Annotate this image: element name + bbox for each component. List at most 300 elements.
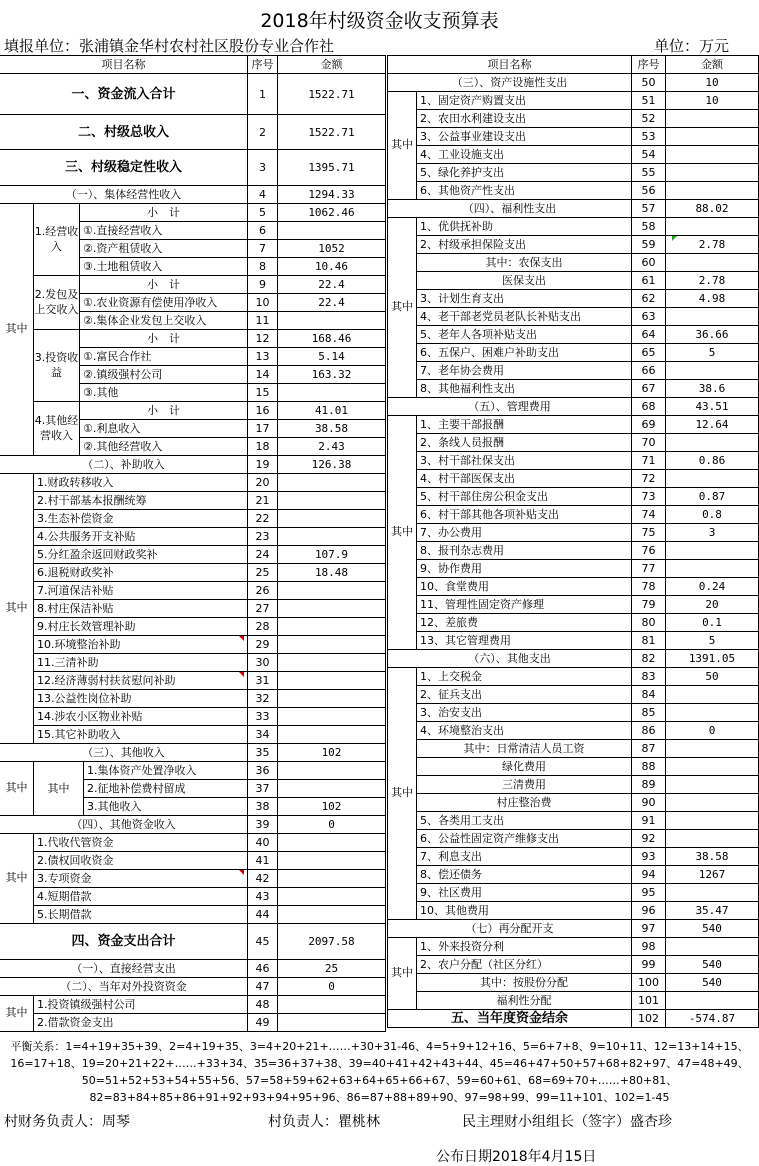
row-seq: 92 xyxy=(631,829,666,848)
row-amount xyxy=(277,635,386,654)
row-seq: 20 xyxy=(247,473,278,492)
row-label: 3.生态补偿资金 xyxy=(33,509,248,528)
row-seq: 101 xyxy=(631,991,666,1010)
row-amount xyxy=(665,775,759,794)
row-amount: 10 xyxy=(665,91,759,110)
row-seq: 84 xyxy=(631,685,666,704)
row-seq: 67 xyxy=(631,379,666,398)
row-label: （二）、补助收入 xyxy=(0,455,248,474)
section-row-label: （六）、其他支出 xyxy=(387,649,632,668)
balance-line: 16=17+18、19=20+21+22+……+33+34、35=36+37+38、39=40+41+42+43+44、45=46+47+50+57+68+82+97、47=48+49、 xyxy=(10,1057,749,1070)
row-amount: 38.58 xyxy=(665,847,759,866)
page-title: 2018年村级资金收支预算表 xyxy=(260,10,499,32)
row-amount: 4.98 xyxy=(665,289,759,308)
row-seq: 56 xyxy=(631,181,666,200)
row-amount: 0.87 xyxy=(665,487,759,506)
row-label: 5、各类用工支出 xyxy=(416,811,632,830)
qizhong-label: 其中 xyxy=(0,473,34,744)
balance-line: 82=83+84+85+86+91+92+93+94+95+96、86=87+88+89+90、97=98+99、99=11+101、102=1-45 xyxy=(89,1091,670,1104)
row-label: 1、优供抚补助 xyxy=(416,217,632,236)
row-seq: 33 xyxy=(247,707,278,726)
row-seq: 46 xyxy=(247,959,278,978)
row-seq: 59 xyxy=(631,235,666,254)
row-label: 3.专项资金 xyxy=(33,869,248,888)
row-label: 1.投资镇级强村公司 xyxy=(33,995,248,1014)
qizhong-label: 其中 xyxy=(0,995,34,1032)
row-label: ①.农业资源有偿使用净收入 xyxy=(79,293,248,312)
row-seq: 90 xyxy=(631,793,666,812)
subtotal-label: 小 计 xyxy=(79,203,248,222)
row-label: 10.环境整治补助 xyxy=(33,635,248,654)
row-seq: 94 xyxy=(631,865,666,884)
row-seq: 7 xyxy=(247,239,278,258)
row-seq: 31 xyxy=(247,671,278,690)
row-amount: 1062.46 xyxy=(277,203,386,222)
row-seq: 81 xyxy=(631,631,666,650)
subtotal-label: 小 计 xyxy=(79,329,248,348)
row-amount xyxy=(277,491,386,510)
row-amount xyxy=(277,509,386,528)
row-label: 4、环境整治支出 xyxy=(416,721,632,740)
row-seq: 5 xyxy=(247,203,278,222)
row-label: 1.代收代管资金 xyxy=(33,833,248,852)
qizhong-label: 其中 xyxy=(387,217,417,398)
row-amount xyxy=(277,833,386,852)
row-seq: 36 xyxy=(247,761,278,780)
row-label: 三清费用 xyxy=(416,775,632,794)
row-label: 11、管理性固定资产修理 xyxy=(416,595,632,614)
row-amount: 1395.71 xyxy=(277,149,386,186)
row-label: 2.村干部基本报酬统筹 xyxy=(33,491,248,510)
group-label: 4.其他经营收入 xyxy=(33,401,80,456)
row-amount: 22.4 xyxy=(277,293,386,312)
group-label: 1.经营收入 xyxy=(33,203,80,276)
row-label: 4.短期借款 xyxy=(33,887,248,906)
row-seq: 32 xyxy=(247,689,278,708)
row-label: 3.其他收入 xyxy=(83,797,248,816)
row-seq: 74 xyxy=(631,505,666,524)
row-label: 2.借款资金支出 xyxy=(33,1013,248,1032)
row-seq: 86 xyxy=(631,721,666,740)
row-seq: 40 xyxy=(247,833,278,852)
row-label: 2.征地补偿费村留成 xyxy=(83,779,248,798)
row-amount: 2.43 xyxy=(277,437,386,456)
row-amount xyxy=(277,311,386,330)
row-label: 2、村级承担保险支出 xyxy=(416,235,632,254)
row-seq: 79 xyxy=(631,595,666,614)
row-amount xyxy=(665,433,759,452)
column-header-seq: 序号 xyxy=(247,55,278,74)
section-row-label: （五）、管理费用 xyxy=(387,397,632,416)
column-header-amount: 金额 xyxy=(665,55,759,74)
row-seq: 35 xyxy=(247,743,278,762)
row-label: 3、公益事业建设支出 xyxy=(416,127,632,146)
row-amount: 1522.71 xyxy=(277,114,386,150)
row-amount: 2.78 xyxy=(665,235,759,254)
row-amount: 88.02 xyxy=(665,199,759,218)
group-label: 其中 xyxy=(33,761,84,816)
row-amount xyxy=(665,127,759,146)
row-seq: 82 xyxy=(631,649,666,668)
row-amount: 0.24 xyxy=(665,577,759,596)
row-seq: 21 xyxy=(247,491,278,510)
row-seq: 53 xyxy=(631,127,666,146)
row-seq: 96 xyxy=(631,901,666,920)
row-amount xyxy=(277,689,386,708)
row-seq: 70 xyxy=(631,433,666,452)
row-amount xyxy=(277,725,386,744)
row-seq: 51 xyxy=(631,91,666,110)
row-seq: 41 xyxy=(247,851,278,870)
row-amount xyxy=(277,869,386,888)
row-label: 1、固定资产购置支出 xyxy=(416,91,632,110)
row-seq: 66 xyxy=(631,361,666,380)
row-seq: 55 xyxy=(631,163,666,182)
column-header-amount: 金额 xyxy=(277,55,386,74)
row-amount: 38.58 xyxy=(277,419,386,438)
row-label: ②.资产租赁收入 xyxy=(79,239,248,258)
row-seq: 89 xyxy=(631,775,666,794)
row-amount: 168.46 xyxy=(277,329,386,348)
row-label: 4、村干部医保支出 xyxy=(416,469,632,488)
row-amount xyxy=(277,383,386,402)
summary-row-label: 一、资金流入合计 xyxy=(0,73,248,115)
row-amount xyxy=(277,617,386,636)
row-label: 5、绿化养护支出 xyxy=(416,163,632,182)
row-label: 11.三清补助 xyxy=(33,653,248,672)
row-seq: 58 xyxy=(631,217,666,236)
row-amount: 0.86 xyxy=(665,451,759,470)
row-amount: 102 xyxy=(277,743,386,762)
row-seq: 62 xyxy=(631,289,666,308)
row-label: （四）、其他资金收入 xyxy=(0,815,248,834)
row-amount: 102 xyxy=(277,797,386,816)
row-amount: 3 xyxy=(665,523,759,542)
row-label: 1、主要干部报酬 xyxy=(416,415,632,434)
row-seq: 26 xyxy=(247,581,278,600)
row-amount: 1294.33 xyxy=(277,185,386,204)
row-seq: 68 xyxy=(631,397,666,416)
row-amount: 0 xyxy=(277,977,386,996)
summary-row-label: 三、村级稳定性收入 xyxy=(0,149,248,186)
qizhong-label: 其中 xyxy=(0,203,34,456)
row-amount xyxy=(277,527,386,546)
row-label: 绿化费用 xyxy=(416,757,632,776)
row-amount: 107.9 xyxy=(277,545,386,564)
row-amount: 540 xyxy=(665,973,759,992)
row-label: 6、五保户、困难户补助支出 xyxy=(416,343,632,362)
row-label: 7、办公费用 xyxy=(416,523,632,542)
row-seq: 45 xyxy=(247,923,278,960)
qizhong-label: 其中 xyxy=(0,761,34,816)
subtotal-label: 小 计 xyxy=(79,275,248,294)
row-amount: 50 xyxy=(665,667,759,686)
row-seq: 78 xyxy=(631,577,666,596)
row-amount xyxy=(665,307,759,326)
row-amount: 25 xyxy=(277,959,386,978)
reporting-unit: 填报单位：张浦镇金华村农村社区股份专业合作社 xyxy=(4,37,335,55)
section-row-label: （三）、资产设施性支出 xyxy=(387,73,632,92)
row-seq: 91 xyxy=(631,811,666,830)
row-label: 7、老年协会费用 xyxy=(416,361,632,380)
row-seq: 3 xyxy=(247,149,278,186)
row-label: ①.富民合作社 xyxy=(79,347,248,366)
row-amount xyxy=(277,707,386,726)
row-label: 2.债权回收资金 xyxy=(33,851,248,870)
row-seq: 87 xyxy=(631,739,666,758)
row-amount: 5 xyxy=(665,631,759,650)
comment-marker xyxy=(239,672,244,677)
group-label: 3.投资收益 xyxy=(33,329,80,402)
row-amount: 2.78 xyxy=(665,271,759,290)
row-label: 9.村庄长效管理补助 xyxy=(33,617,248,636)
row-amount xyxy=(277,995,386,1014)
row-label: 3、治安支出 xyxy=(416,703,632,722)
row-amount: 0.1 xyxy=(665,613,759,632)
row-amount: 126.38 xyxy=(277,455,386,474)
row-seq: 34 xyxy=(247,725,278,744)
balance-line: 平衡关系：1=4+19+35+39、2=4+19+35、3=4+20+21+……+30+31-46、4=5+9+12+16、5=6+7+8、9=10+11、12=13+14+15、 xyxy=(10,1040,749,1053)
row-seq: 6 xyxy=(247,221,278,240)
row-seq: 4 xyxy=(247,185,278,204)
row-seq: 28 xyxy=(247,617,278,636)
row-label: ②.集体企业发包上交收入 xyxy=(79,311,248,330)
row-amount xyxy=(665,739,759,758)
row-label: （三）、其他收入 xyxy=(0,743,248,762)
qizhong-label: 其中 xyxy=(387,937,417,1010)
row-label: 10、食堂费用 xyxy=(416,577,632,596)
row-seq: 57 xyxy=(631,199,666,218)
row-amount xyxy=(665,829,759,848)
finance-officer: 村财务负责人：周琴 xyxy=(4,1114,130,1130)
row-seq: 83 xyxy=(631,667,666,686)
row-seq: 61 xyxy=(631,271,666,290)
row-amount: 22.4 xyxy=(277,275,386,294)
row-amount: 1052 xyxy=(277,239,386,258)
summary-row-label: 五、当年度资金结余 xyxy=(387,1009,632,1028)
row-label: 4、老干部老党员老队长补贴支出 xyxy=(416,307,632,326)
row-amount: 163.32 xyxy=(277,365,386,384)
comment-marker xyxy=(239,636,244,641)
row-seq: 65 xyxy=(631,343,666,362)
row-label: 2、农田水利建设支出 xyxy=(416,109,632,128)
row-label: 医保支出 xyxy=(416,271,632,290)
row-seq: 50 xyxy=(631,73,666,92)
currency-unit: 单位：万元 xyxy=(654,37,730,55)
row-amount: 43.51 xyxy=(665,397,759,416)
row-label: 1、上交税金 xyxy=(416,667,632,686)
row-label: （二）、当年对外投资资金 xyxy=(0,977,248,996)
row-seq: 30 xyxy=(247,653,278,672)
row-seq: 37 xyxy=(247,779,278,798)
row-label: （一）、集体经营性收入 xyxy=(0,185,248,204)
row-label: 8、报刊杂志费用 xyxy=(416,541,632,560)
row-seq: 9 xyxy=(247,275,278,294)
row-seq: 38 xyxy=(247,797,278,816)
row-label: 9、协作费用 xyxy=(416,559,632,578)
row-label: 1.集体资产处置净收入 xyxy=(83,761,248,780)
row-amount xyxy=(665,811,759,830)
row-amount xyxy=(665,937,759,956)
row-amount xyxy=(665,217,759,236)
column-header-seq: 序号 xyxy=(631,55,666,74)
row-label: 5、村干部住房公积金支出 xyxy=(416,487,632,506)
row-amount: 12.64 xyxy=(665,415,759,434)
row-amount xyxy=(665,703,759,722)
row-label: ②.镇级强村公司 xyxy=(79,365,248,384)
row-seq: 60 xyxy=(631,253,666,272)
row-label: 12、差旅费 xyxy=(416,613,632,632)
row-seq: 99 xyxy=(631,955,666,974)
row-label: 6、其他资产性支出 xyxy=(416,181,632,200)
row-label: （一）、直接经营支出 xyxy=(0,959,248,978)
row-label: 13.公益性岗位补助 xyxy=(33,689,248,708)
row-seq: 71 xyxy=(631,451,666,470)
row-amount: 20 xyxy=(665,595,759,614)
row-seq: 98 xyxy=(631,937,666,956)
row-label: 8.村庄保洁补贴 xyxy=(33,599,248,618)
row-seq: 24 xyxy=(247,545,278,564)
row-seq: 54 xyxy=(631,145,666,164)
section-row-label: （四）、福利性支出 xyxy=(387,199,632,218)
row-seq: 14 xyxy=(247,365,278,384)
row-amount: -574.87 xyxy=(665,1009,759,1028)
row-seq: 97 xyxy=(631,919,666,938)
row-amount: 38.6 xyxy=(665,379,759,398)
row-seq: 13 xyxy=(247,347,278,366)
row-amount: 0.8 xyxy=(665,505,759,524)
row-amount: 10.46 xyxy=(277,257,386,276)
row-amount xyxy=(277,1013,386,1032)
row-label: 村庄整治费 xyxy=(416,793,632,812)
qizhong-label: 其中 xyxy=(387,415,417,650)
row-label: 10、其他费用 xyxy=(416,901,632,920)
row-seq: 12 xyxy=(247,329,278,348)
qizhong-label: 其中 xyxy=(387,667,417,920)
row-label: 12.经济薄弱村扶贫慰问补助 xyxy=(33,671,248,690)
row-seq: 85 xyxy=(631,703,666,722)
row-amount: 0 xyxy=(277,815,386,834)
row-seq: 102 xyxy=(631,1009,666,1028)
row-label: 2、条线人员报酬 xyxy=(416,433,632,452)
group-label: 2.发包及上交收入 xyxy=(33,275,80,330)
row-amount: 540 xyxy=(665,955,759,974)
row-label: 7.河道保洁补贴 xyxy=(33,581,248,600)
row-amount xyxy=(277,905,386,924)
row-label: 13、其它管理费用 xyxy=(416,631,632,650)
row-label: 1.财政转移收入 xyxy=(33,473,248,492)
row-seq: 93 xyxy=(631,847,666,866)
row-label: ①.利息收入 xyxy=(79,419,248,438)
summary-row-label: 四、资金支出合计 xyxy=(0,923,248,960)
qizhong-label: 其中 xyxy=(0,833,34,924)
row-amount xyxy=(665,757,759,776)
subtotal-label: 小 计 xyxy=(79,401,248,420)
row-seq: 19 xyxy=(247,455,278,474)
row-amount: 1522.71 xyxy=(277,73,386,115)
comment-marker xyxy=(672,236,677,241)
row-label: 14.涉农小区物业补贴 xyxy=(33,707,248,726)
row-amount xyxy=(277,851,386,870)
row-seq: 27 xyxy=(247,599,278,618)
row-amount: 5 xyxy=(665,343,759,362)
row-seq: 52 xyxy=(631,109,666,128)
row-amount: 0 xyxy=(665,721,759,740)
row-seq: 48 xyxy=(247,995,278,1014)
row-seq: 2 xyxy=(247,114,278,150)
row-amount xyxy=(665,469,759,488)
row-seq: 80 xyxy=(631,613,666,632)
row-label: 15.其它补助收入 xyxy=(33,725,248,744)
row-seq: 10 xyxy=(247,293,278,312)
row-label: 其中：农保支出 xyxy=(416,253,632,272)
row-label: 2、征兵支出 xyxy=(416,685,632,704)
row-amount xyxy=(277,653,386,672)
row-seq: 88 xyxy=(631,757,666,776)
row-amount: 540 xyxy=(665,919,759,938)
row-seq: 8 xyxy=(247,257,278,276)
row-seq: 22 xyxy=(247,509,278,528)
row-seq: 64 xyxy=(631,325,666,344)
row-seq: 100 xyxy=(631,973,666,992)
row-amount xyxy=(665,793,759,812)
row-amount xyxy=(277,761,386,780)
row-label: 3、村干部社保支出 xyxy=(416,451,632,470)
row-seq: 95 xyxy=(631,883,666,902)
row-label: 8、偿还债务 xyxy=(416,865,632,884)
row-seq: 23 xyxy=(247,527,278,546)
row-label: 其中：日常清洁人员工资 xyxy=(416,739,632,758)
balance-line: 50=51+52+53+54+55+56、57=58+59+62+63+64+65+66+67、59=60+61、68=69+70+……+80+81、 xyxy=(81,1074,678,1087)
section-row-label: （七）再分配开支 xyxy=(387,919,632,938)
row-seq: 17 xyxy=(247,419,278,438)
row-seq: 77 xyxy=(631,559,666,578)
row-label: 2、农户分配（社区分红） xyxy=(416,955,632,974)
row-seq: 39 xyxy=(247,815,278,834)
row-label: 8、其他福利性支出 xyxy=(416,379,632,398)
row-amount xyxy=(665,181,759,200)
finance-group-leader: 民主理财小组组长（签字）盛杏珍 xyxy=(462,1114,672,1130)
column-header-name: 项目名称 xyxy=(0,55,248,74)
row-seq: 29 xyxy=(247,635,278,654)
row-label: 6.退税财政奖补 xyxy=(33,563,248,582)
row-label: ①.直接经营收入 xyxy=(79,221,248,240)
row-amount xyxy=(665,541,759,560)
row-label: 3、计划生育支出 xyxy=(416,289,632,308)
row-label: 4、工业设施支出 xyxy=(416,145,632,164)
row-seq: 75 xyxy=(631,523,666,542)
row-amount xyxy=(277,887,386,906)
row-seq: 72 xyxy=(631,469,666,488)
row-seq: 49 xyxy=(247,1013,278,1032)
row-label: ③.其他 xyxy=(79,383,248,402)
row-seq: 47 xyxy=(247,977,278,996)
comment-marker xyxy=(239,870,244,875)
row-amount: 2097.58 xyxy=(277,923,386,960)
row-label: 6、公益性固定资产维修支出 xyxy=(416,829,632,848)
row-label: ③.土地租赁收入 xyxy=(79,257,248,276)
row-amount: 1267 xyxy=(665,865,759,884)
row-seq: 1 xyxy=(247,73,278,115)
row-amount xyxy=(277,671,386,690)
row-seq: 25 xyxy=(247,563,278,582)
row-seq: 63 xyxy=(631,307,666,326)
row-seq: 16 xyxy=(247,401,278,420)
row-amount xyxy=(665,109,759,128)
qizhong-label: 其中 xyxy=(387,91,417,200)
row-label: 5、老年人各项补贴支出 xyxy=(416,325,632,344)
row-seq: 18 xyxy=(247,437,278,456)
